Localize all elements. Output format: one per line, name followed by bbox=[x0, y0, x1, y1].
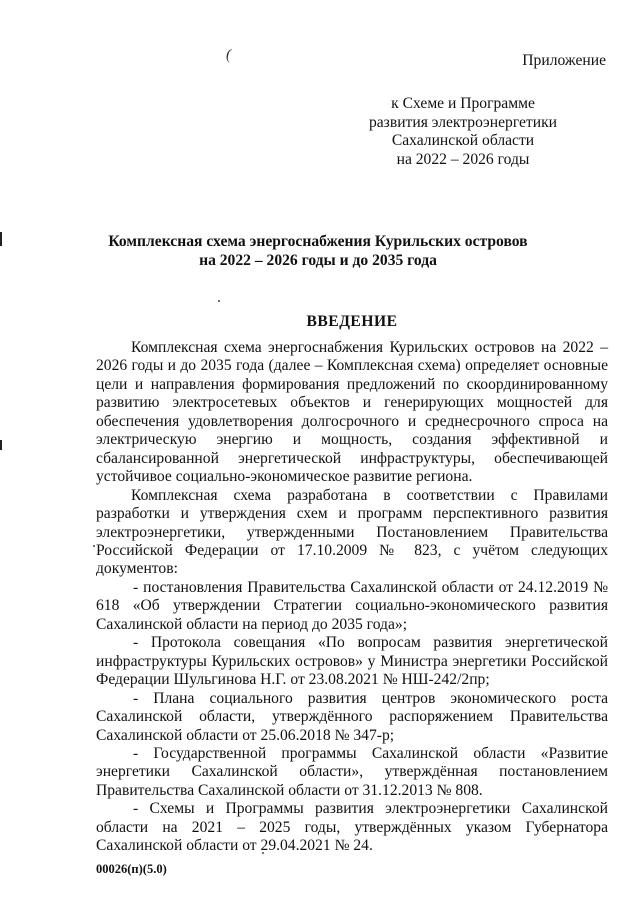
title-line: на 2022 – 2026 годы и до 2035 года bbox=[199, 251, 437, 269]
document-body bbox=[96, 339, 608, 856]
document-title bbox=[96, 233, 540, 270]
section-heading: ВВЕДЕНИЕ bbox=[306, 313, 398, 330]
reference-line: на 2022 – 2026 годы bbox=[396, 150, 530, 168]
scan-speck bbox=[218, 300, 220, 302]
reference-line: к Схеме и Программе bbox=[391, 95, 535, 112]
list-item: - Государственной программы Сахалинской области «Развитие энергетики Сахалинской области», утверждённая постановлением Правительства Сахалинской области от 31.12.2013 № 808. bbox=[96, 744, 608, 799]
document-code: 00026(п)(5.0) bbox=[96, 862, 167, 876]
appendix-reference bbox=[356, 95, 570, 169]
list-item: - Схемы и Программы развития электроэнергетики Сахалинской области на 2021 – 2025 годы, утверждённых указом Губернатора Сахалинской области от 29.04.2021 № 24. bbox=[96, 800, 608, 855]
title-line: Комплексная схема энергоснабжения Курильских островов bbox=[108, 233, 528, 250]
list-item: - Протокола совещания «По вопросам развития энергетической инфраструктуры Курильских островов» у Министра энергетики Российской Федерации Шульгинова Н.Г. от 23.08.2021 № НШ-242/2пр; bbox=[96, 634, 608, 689]
list-item: - постановления Правительства Сахалинской области от 24.12.2019 № 618 «Об утверждении Стратегии социально-экономического развития Сахалинской области на период до 2035 года»; bbox=[96, 578, 608, 633]
body-paragraph: Комплексная схема разработана в соответствии с Правилами разработки и утверждения схем и программ перспективного развития электроэнергетики, утвержденными Постановлением Правительства Российской Федерации от 17.10.2009 № 823, с учётом следующих документов: bbox=[96, 486, 608, 578]
appendix-label: Приложение bbox=[522, 52, 606, 69]
scan-artifact-mark: ( bbox=[224, 46, 233, 64]
scan-speck bbox=[93, 545, 95, 547]
scan-edge-mark bbox=[0, 440, 2, 450]
scan-edge-mark bbox=[0, 232, 2, 246]
reference-line: Сахалинской области bbox=[391, 132, 535, 149]
list-item: - Плана социального развития центров экономического роста Сахалинской области, утверждённого распоряжением Правительства Сахалинской области от 25.06.2018 № 347-р; bbox=[96, 689, 608, 744]
body-paragraph: Комплексная схема энергоснабжения Курильских островов на 2022 – 2026 годы и до 2035 года (далее – Комплексная схема) определяет основные цели и направления формирования предложений по скоординированному развитию электросетевых объектов и генерирующих мощностей для обеспечения удовлетворения долгосрочного и среднесрочного спроса на электрическую энергию и мощность, создания эффективной и сбалансированной энергетической инфраструктуры, обеспечивающей устойчивое социально-экономическое развитие региона. bbox=[96, 339, 608, 486]
reference-line: развития электроэнергетики bbox=[368, 113, 558, 131]
